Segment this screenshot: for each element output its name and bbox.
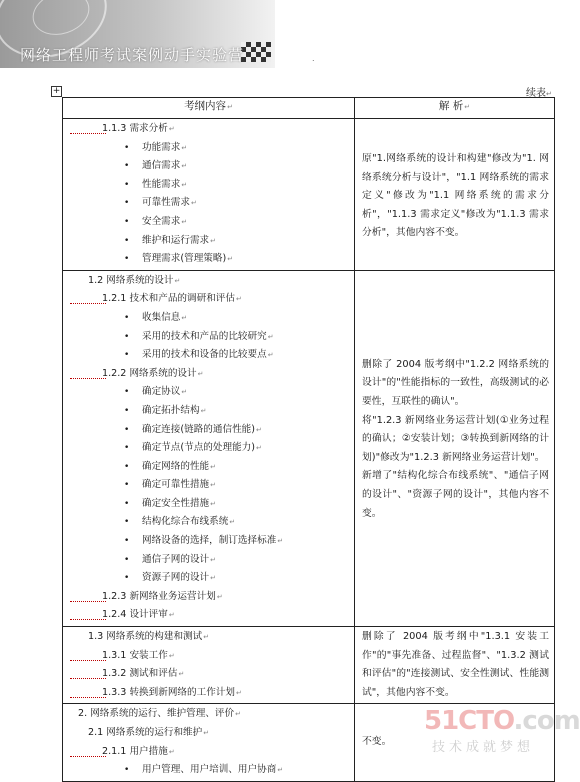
bullet-icon: • [124,161,130,172]
syllabus-heading: 1.2.3 新网络业务运营计划↵ [64,588,353,607]
table-row [63,270,555,626]
table-row [63,627,555,704]
checker-pattern-icon [241,42,271,62]
syllabus-bullet-item: • 收集信息↵ [64,309,353,328]
syllabus-bullet-item: • 通信需求↵ [64,157,353,176]
syllabus-heading: 2.1.1 用户措施↵ [64,743,353,762]
syllabus-heading: 2.1 网络系统的运行和维护↵ [88,727,210,738]
bullet-icon: • [124,517,130,528]
bullet-icon: • [124,312,130,323]
syllabus-bullet-item: • 安全需求↵ [64,213,353,232]
bullet-icon: • [124,405,130,416]
syllabus-bullet-item: • 功能需求↵ [64,139,353,158]
syllabus-bullet-item: • 确定网络的性能↵ [64,458,353,477]
bullet-icon: • [124,254,130,265]
syllabus-bullet-item: • 确定节点(节点的处理能力)↵ [64,439,353,458]
syllabus-heading: 1.2.1 技术和产品的调研和评估↵ [64,290,353,309]
syllabus-heading: 1.3 网络系统的构建和测试↵ [88,631,210,643]
continued-label: 续表↵ [526,88,552,99]
analysis-cell [355,119,555,271]
syllabus-bullet-item: • 采用的技术和产品的比较研究↵ [64,328,353,347]
bullet-icon: • [124,461,130,472]
syllabus-heading: 1.2.2 网络系统的设计↵ [64,365,353,384]
syllabus-heading: 1.2 网络系统的设计↵ [88,274,181,286]
bullet-icon: • [124,331,130,342]
watermark-logo: 51CTO.com [424,706,580,736]
site-watermark [424,706,580,766]
syllabus-bullet-item: • 管理需求(管理策略)↵ [64,250,353,269]
syllabus-heading: 1.2.4 设计评审↵ [64,606,353,625]
syllabus-heading: 1.3.2 测试和评估↵ [64,665,353,684]
bullet-icon: • [124,387,130,398]
syllabus-content-cell [63,119,355,271]
bullet-icon: • [124,424,130,435]
syllabus-bullet-item: • 结构化综合布线系统↵ [64,513,353,532]
table-header-row [63,98,555,119]
bullet-icon: • [124,536,130,547]
syllabus-content-cell [63,627,355,704]
analysis-text: 删除了 2004 版考纲中"1.2.2 网络系统的设计"的"性能指标的一致性，高级测试的必要性，互联性的确认"。 将"1.2.3 新网络业务运营计划(①业务过程的确认；②安装计划；③转换到新网络的计划)"修改为"1.2.3 新网络业务运营计划"。 新增了"结构化综合布线系统"、"通信子网的设计"、"资源子网的设计"，其他内容不变。 [362,358,549,519]
bullet-icon: • [124,480,130,491]
analysis-cell [355,270,555,626]
syllabus-bullet-item: • 通信子网的设计↵ [64,551,353,570]
syllabus-heading: 1.3.3 转换到新网络的工作计划↵ [64,684,353,703]
analysis-text: 原"1.网络系统的设计和构建"修改为"1. 网络系统分析与设计"，"1.1 网络系统的需求定义"修改为"1.1 网络系统的需求分析"，"1.1.3 需求定义"修改为"1.1.3 需求分析"，其他内容不变。 [362,153,549,239]
syllabus-heading: 2. 网络系统的运行、维护管理、评价↵ [78,708,241,720]
syllabus-table [62,97,580,782]
table-row [63,119,555,271]
bullet-icon: • [124,765,130,776]
syllabus-bullet-item: • 确定连接(链路的通信性能)↵ [64,421,353,440]
bullet-icon: • [124,554,130,565]
watermark-tagline: 技术成就梦想 [432,740,535,755]
syllabus-bullet-item: • 确定协议↵ [64,383,353,402]
syllabus-bullet-item: • 网络设备的选择，制订选择标准↵ [64,532,353,551]
bullet-icon: • [124,498,130,509]
bullet-icon: • [124,216,130,227]
bullet-icon: • [124,350,130,361]
bullet-icon: • [124,142,130,153]
syllabus-bullet-item: • 确定拓扑结构↵ [64,402,353,421]
syllabus-heading: 1.1.3 需求分析↵ [64,120,353,139]
syllabus-bullet-item: • 采用的技术和设备的比较要点↵ [64,346,353,365]
syllabus-content-cell [63,704,355,781]
paragraph-mark: . [312,54,315,63]
syllabus-bullet-item: • 确定可靠性措施↵ [64,476,353,495]
syllabus-bullet-item: • 确定安全性措施↵ [64,495,353,514]
bullet-icon: • [124,235,130,246]
analysis-cell [355,627,555,704]
bullet-icon: • [124,573,130,584]
analysis-text: 不变。 [362,736,392,748]
header-banner [0,0,562,70]
table-move-handle-icon[interactable]: + [52,86,61,96]
bullet-icon: • [124,179,130,190]
syllabus-bullet-item: • 维护和运行需求↵ [64,232,353,251]
book-title: 网络工程师考试案例动手实验营 [20,46,245,64]
bullet-icon: • [124,443,130,454]
syllabus-bullet-item: • 性能需求↵ [64,176,353,195]
syllabus-heading: 1.3.1 安装工作↵ [64,647,353,666]
analysis-text: 删除了 2004 版考纲中"1.3.1 安装工作"的"事先准备、过程监督"、"1.3.2 测试和评估"的"连接测试、安全性测试、性能测试"，其他内容不变。 [362,631,549,698]
syllabus-bullet-item: • 可靠性需求↵ [64,194,353,213]
syllabus-bullet-item: • 资源子网的设计↵ [64,569,353,588]
column-header-content: 考纲内容↵ [63,98,355,119]
syllabus-bullet-item: • 用户管理、用户培训、用户协商↵ [64,761,353,780]
syllabus-content-cell [63,270,355,626]
column-header-analysis: 解 析↵ [355,98,555,119]
bullet-icon: • [124,198,130,209]
